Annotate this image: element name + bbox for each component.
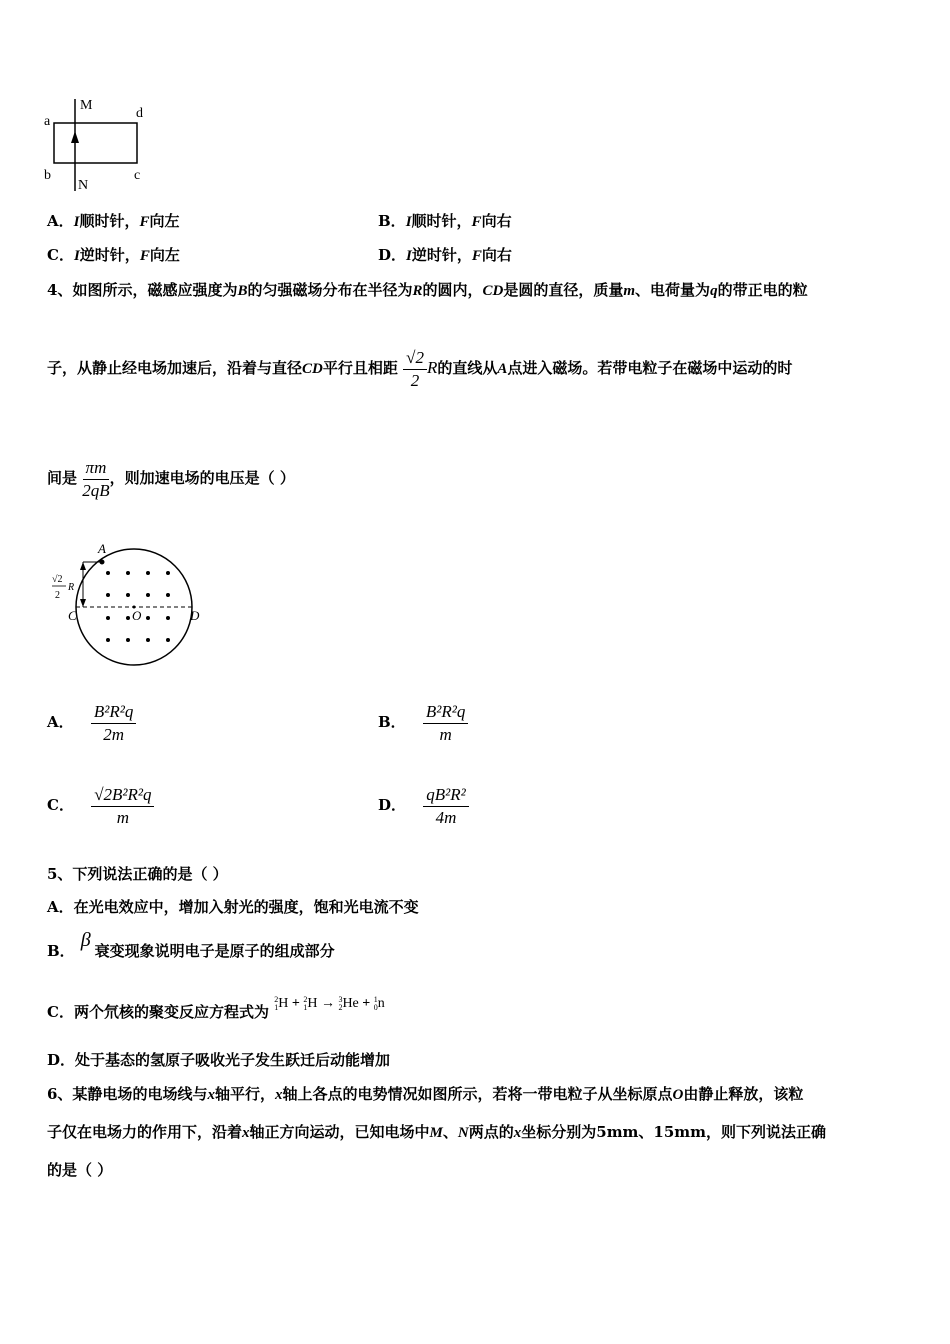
entry-point-A (100, 560, 105, 565)
current-arrow-icon (71, 131, 79, 143)
q3-option-b: B．I顺时针，F向右 (378, 212, 512, 230)
label-a: a (44, 114, 51, 129)
q4-option-d: D． $\frac{\text{qB²R²}}{4m}$ (378, 780, 469, 830)
time-fraction: $\frac{\pi m}{2qB}$ (82, 457, 110, 500)
option-b-fraction: $\frac{\text{B²R²q}}{m}$ (423, 703, 468, 744)
fig-frac-R: R (68, 582, 75, 593)
option-c-fraction: $\frac{\text{√2B²R²q}}{m}$ (91, 786, 154, 827)
q4-stem-line1: 4、如图所示，磁感应强度为B的匀强磁场分布在半径为R的圆内，CD是圆的直径，质量m、电荷量为q的带正电的粒 (47, 281, 808, 299)
q4-option-c: C． $\frac{\text{√2B²R²q}}{m}$ (47, 780, 154, 830)
label-D: D (190, 608, 200, 623)
fusion-equation: 2 1 H + 2 1 H → 3 2 He + 1 0 n (274, 994, 385, 1012)
q4-stem-line3: 间是 $\frac{\pi m}{2qB}$ ，则加速电场的电压是（ ） (47, 457, 295, 500)
q3-option-c: C．I逆时针，F向左 (47, 246, 180, 264)
rectangular-loop (54, 123, 137, 163)
q5-option-d: D．处于基态的氢原子吸收光子发生跃迁后动能增加 (47, 1051, 391, 1069)
magnetic-field-figure (40, 540, 210, 670)
q3-option-a: A．I顺时针，F向左 (47, 212, 180, 230)
label-O: O (132, 608, 142, 623)
q5-option-a: A．在光电效应中，增加入射光的强度，饱和光电流不变 (47, 898, 419, 916)
q5-option-c: C．两个氘核的聚变反应方程式为 2 1 H + 2 1 H → 3 2 He + 1 0 n (47, 994, 385, 1021)
label-c: c (134, 168, 141, 183)
label-C: C (68, 608, 77, 623)
q6-stem-line1: 6、某静电场的电场线与x轴平行，x轴上各点的电势情况如图所示，若将一带电粒子从坐标原点O由静止释放，该粒 (47, 1085, 804, 1103)
label-N: N (78, 178, 89, 193)
option-d-fraction: $\frac{\text{qB²R²}}{4m}$ (423, 786, 468, 827)
fig-frac-num: √2 (52, 574, 63, 585)
option-a-fraction: $\frac{\text{B²R²q}}{2m}$ (91, 703, 136, 744)
label-M: M (80, 98, 93, 113)
q6-stem-line2: 子仅在电场力的作用下，沿着x轴正方向运动，已知电场中M、N两点的x坐标分别为5mm、15mm，则下列说法正确 (47, 1123, 827, 1141)
label-A: A (98, 541, 106, 556)
q6-stem-line3: 的是（ ） (47, 1161, 113, 1179)
distance-fraction: $\frac{√2}{2}$ (403, 349, 427, 390)
label-d: d (136, 106, 143, 121)
q4-stem-line2: 子，从静止经电场加速后，沿着与直径CD平行且相距 $\frac{√2}{2}$ R的直线从A点进入磁场。若带电粒子在磁场中运动的时 (47, 347, 793, 390)
q4-option-b: B． $\frac{\text{B²R²q}}{m}$ (378, 697, 468, 747)
fig-frac-den: 2 (55, 590, 60, 601)
q3-option-d: D．I逆时针，F向右 (378, 246, 512, 264)
q5-stem: 5、下列说法正确的是（ ） (47, 865, 228, 883)
loop-figure (40, 95, 160, 195)
label-b: b (44, 168, 51, 183)
q5-option-b: B． β 衰变现象说明电子是原子的组成部分 (47, 929, 335, 960)
q4-option-a: A． $\frac{\text{B²R²q}}{2m}$ (47, 697, 136, 747)
